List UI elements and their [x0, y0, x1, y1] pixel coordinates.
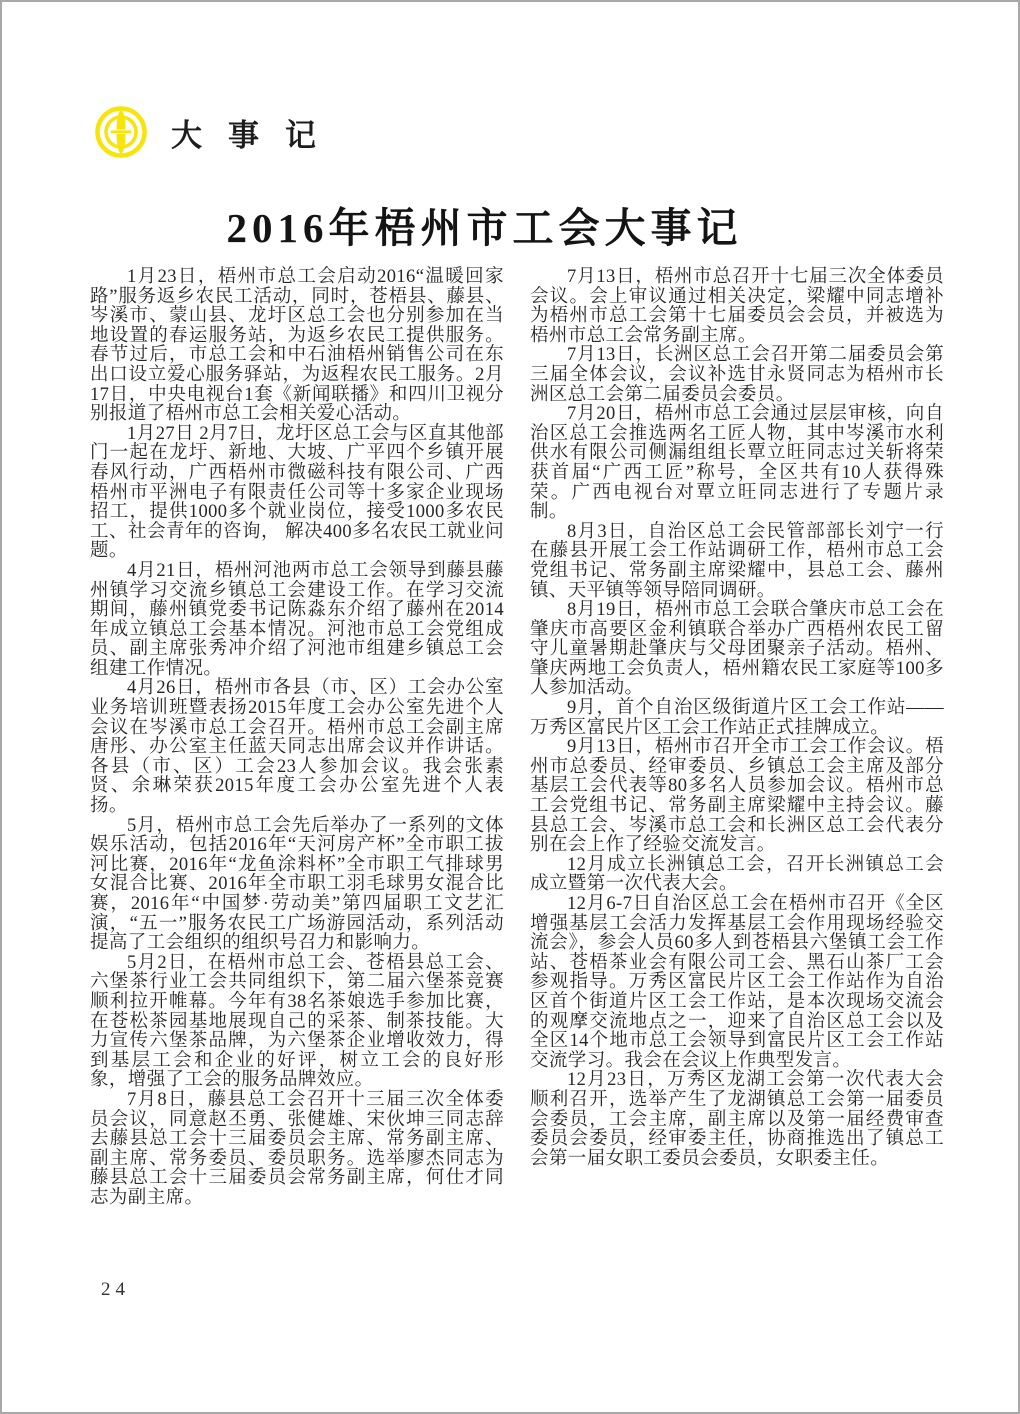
trade-union-logo-icon — [95, 105, 147, 159]
event-paragraph: 7月13日，长洲区总工会召开第二届委员会第三届全体会议，会议补选甘永贤同志为梧州市长洲区总工会第二届委员会委员。 — [530, 345, 944, 405]
page-header — [95, 105, 342, 159]
right-column — [530, 268, 944, 1209]
event-paragraph: 9月13日，梧州市召开全市工会工作会议。梧州市总委员、经审委员、乡镇总工会主席及部分基层工会代表等80多名人员参加会议。梧州市总工会党组书记、常务副主席梁耀中主持会议。藤县总工会、岑溪市总工会和长洲区总工会代表分别在会上作了经验交流发言。 — [530, 737, 944, 856]
event-paragraph: 1月23日，梧州市总工会启动2016“温暖回家路”服务返乡农民工活动，同时，苍梧县、藤县、岑溪市、蒙山县、龙圩区总工会也分别参加在当地设置的春运服务站，为返乡农民工提供服务。春节过后，市总工会和中石油梧州销售公司在东出口设立爱心服务驿站，为返程农民工服务。2月17日，中央电视台1套《新闻联播》和四川卫视分别报道了梧州市总工会相关爱心活动。 — [90, 267, 504, 425]
event-paragraph: 7月8日，藤县总工会召开十三届三次全体委员会议，同意赵丕勇、张健雄、宋伙坤三同志辞去藤县总工会十三届委员会主席、常务副主席、副主席、常务委员、委员职务。选举廖杰同志为藤县总工会十三届委员会常务副主席，何仕才同志为副主席。 — [90, 1089, 504, 1208]
event-paragraph: 7月13日，梧州市总召开十七届三次全体委员会议。会上审议通过相关决定，梁耀中同志增补为梧州市总工会第十七届委员会会员，并被选为梧州市总工会常务副主席。 — [530, 267, 944, 346]
event-paragraph: 5月，梧州市总工会先后举办了一系列的文体娱乐活动，包括2016年“天河房产杯”全市职工拔河比赛，2016年“龙鱼涂料杯”全市职工气排球男女混合比赛、2016年全市职工羽毛球男女混合比赛，2016年“中国梦·劳动美”第四届职工文艺汇演，“五一”服务农民工广场游园活动，系列活动提高了工会组织的组织号召力和影响力。 — [90, 815, 504, 954]
event-paragraph: 5月2日，在梧州市总工会、苍梧县总工会、六堡茶行业工会共同组织下，第二届六堡茶竞赛顺利拉开帷幕。今年有38名茶娘选手参加比赛，在苍松茶园基地展现自己的采茶、制茶技能。大力宣传六堡茶品牌，为六堡茶企业增收效力，得到基层工会和企业的好评，树立工会的良好形象，增强了工会的服务品牌效应。 — [90, 952, 504, 1091]
event-paragraph: 7月20日，梧州市总工会通过层层审核，向自治区总工会推选两名工匠人物，其中岑溪市水利供水有限公司侧漏组组长覃立旺同志过关斩将荣获首届“广西工匠”称号，全区共有10人获得殊荣。广西电视台对覃立旺同志进行了专题片录制。 — [530, 404, 944, 523]
event-paragraph: 8月19日，梧州市总工会联合肇庆市总工会在肇庆市高要区金利镇联合举办广西梧州农民工留守儿童暑期赴肇庆与父母团聚亲子活动。梧州、肇庆两地工会负责人，梧州籍农民工家庭等100多人参加活动。 — [530, 600, 944, 699]
event-paragraph: 4月26日，梧州市各县（市、区）工会办公室业务培训班暨表扬2015年度工会办公室先进个人会议在岑溪市总工会召开。梧州市总工会副主席唐彤、办公室主任蓝天同志出席会议并作讲话。各县（市、区）工会23人参加会议。我会张素贤、余琳荣获2015年度工会办公室先进个人表扬。 — [90, 678, 504, 817]
event-paragraph: 4月21日，梧州河池两市总工会领导到藤县藤州镇学习交流乡镇总工会建设工作。在学习交流期间，藤州镇党委书记陈淼东介绍了藤州在2014年成立镇总工会基本情况。河池市总工会党组成员、副主席张秀冲介绍了河池市组建乡镇总工会组建工作情况。 — [90, 560, 504, 679]
event-paragraph: 9月，首个自治区级街道片区工会工作站——万秀区富民片区工会工作站正式挂牌成立。 — [530, 698, 944, 738]
article-body — [90, 268, 944, 1209]
page-title: 2016年梧州市工会大事记 — [226, 205, 743, 251]
event-paragraph: 12月23日，万秀区龙湖工会第一次代表大会顺利召开，选举产生了龙湖镇总工会第一届委员会委员，工会主席，副主席以及第一届经费审查委员会委员，经审委主任，协商推选出了镇总工会第一届女职工委员会委员，女职委主任。 — [530, 1070, 944, 1169]
page-number: 24 — [101, 1279, 130, 1300]
event-paragraph: 8月3日，自治区总工会民管部部长刘宁一行在藤县开展工会工作站调研工作，梧州市总工会党组书记、常务副主席梁耀中，县总工会、藤州镇、天平镇等领导陪同调研。 — [530, 521, 944, 601]
event-paragraph: 12月成立长洲镇总工会，召开长洲镇总工会成立暨第一次代表大会。 — [530, 854, 944, 895]
event-paragraph: 1月27日 2月7日，龙圩区总工会与区直其他部门一起在龙圩、新地、大坡、广平四个乡镇开展春风行动，广西梧州市微磁科技有限公司、广西梧州市平洲电子有限责任公司等十多家企业现场招工，提供1000多个就业岗位，接受1000多农民工、社会青年的咨询， 解决400多名农民工就业问题。 — [90, 423, 504, 562]
section-label: 大事记 — [171, 117, 342, 153]
left-column — [90, 268, 504, 1209]
event-paragraph: 12月6-7日自治区总工会在梧州市召开《全区增强基层工会活力发挥基层工会作用现场经验交流会》，参会人员60多人到苍梧县六堡镇工会工作站、苍梧茶业会有限公司工会、黑石山茶厂工会参观指导。万秀区富民片区工会工作站作为自治区首个街道片区工会工作站，是本次现场交流会的观摩交流地点之一，迎来了自治区总工会以及全区14个地市总工会领导到富民片区工会工作站交流学习。我会在会议上作典型发言。 — [530, 894, 944, 1071]
